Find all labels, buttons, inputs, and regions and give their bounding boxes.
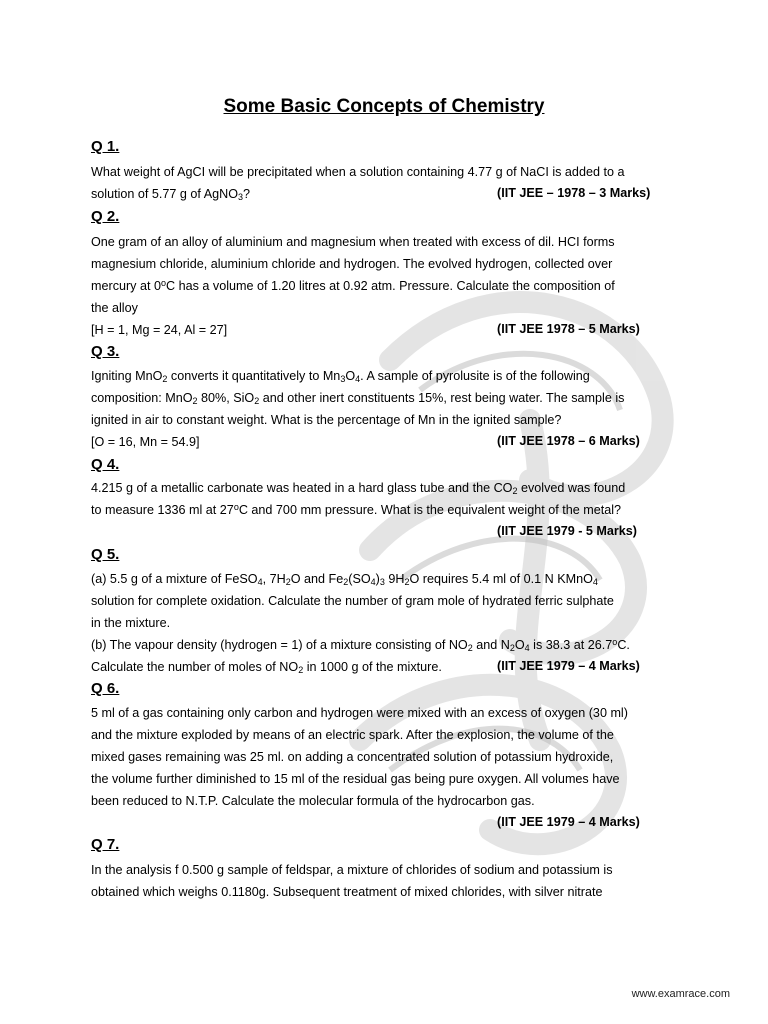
question-text-line: in the mixture. bbox=[91, 616, 171, 630]
marks-reference: (IIT JEE 1978 – 6 Marks) bbox=[497, 434, 640, 448]
question-text-line: [O = 16, Mn = 54.9] bbox=[91, 435, 200, 449]
question-text-line: (b) The vapour density (hydrogen = 1) of a mixture consisting of $NO_2$ and $N_2O_4$ is 38.3 at 26.7$^o$C. bbox=[91, 637, 630, 653]
question-text-line: What weight of AgCI will be precipitated when a solution containing 4.77 g of NaCI is added to a bbox=[91, 165, 625, 179]
question-text-line: mercury at 0$^o$C has a volume of 1.20 litres at 0.92 atm. Pressure. Calculate the composition of bbox=[91, 278, 615, 293]
marks-reference: (IIT JEE – 1978 – 3 Marks) bbox=[497, 186, 651, 200]
question-text-line: solution of 5.77 g of AgNO$_3$? bbox=[91, 187, 251, 202]
question-text-line: ignited in air to constant weight. What is the percentage of Mn in the ignited sample? bbox=[91, 413, 562, 427]
question-label: Q 6. bbox=[91, 680, 120, 697]
question-label: Q 1. bbox=[91, 138, 120, 155]
marks-reference: (IIT JEE 1979 - 5 Marks) bbox=[497, 524, 637, 538]
page-title: Some Basic Concepts of Chemistry bbox=[223, 96, 545, 117]
question-text-line: and the mixture exploded by means of an electric spark. After the explosion, the volume of the bbox=[91, 728, 614, 742]
question-text-line: (a) 5.5 g of a mixture of FeSO$_4$, $7H_2O$ and $Fe_2(SO_4)_3$ $9H_2O$ requires 5.4 ml of 0.1 N KMnO$_4$ bbox=[91, 572, 598, 587]
question-text-line: 4.215 g of a metallic carbonate was heated in a hard glass tube and the $CO_2$ evolved was found bbox=[91, 481, 626, 496]
question-label: Q 3. bbox=[91, 343, 120, 360]
question-text-line: [H = 1, Mg = 24, Al = 27] bbox=[91, 323, 228, 337]
question-label: Q 2. bbox=[91, 208, 120, 225]
question-text-line: One gram of an alloy of aluminium and magnesium when treated with excess of dil. HCI forms bbox=[91, 235, 615, 249]
footer-url[interactable]: www.examrace.com bbox=[631, 988, 730, 1000]
question-text-line: the alloy bbox=[91, 301, 138, 315]
question-text-line: composition: MnO$_2$ 80%, SiO$_2$ and other inert constituents 15%, rest being water. The sample is bbox=[91, 391, 625, 406]
question-text-line: to measure 1336 ml at 27$^o$C and 700 mm pressure. What is the equivalent weight of the metal? bbox=[91, 502, 622, 517]
question-label: Q 5. bbox=[91, 546, 120, 563]
question-label: Q 4. bbox=[91, 456, 120, 473]
marks-reference: (IIT JEE 1978 – 5 Marks) bbox=[497, 322, 640, 336]
question-label: Q 7. bbox=[91, 836, 120, 853]
question-text-line: the volume further diminished to 15 ml of the residual gas being pure oxygen. All volumes have bbox=[91, 772, 620, 786]
question-text-line: solution for complete oxidation. Calculate the number of gram mole of hydrated ferric sulphate bbox=[91, 594, 614, 608]
question-text-line: mixed gases remaining was 25 ml. on adding a concentrated solution of potassium hydroxide, bbox=[91, 750, 614, 764]
question-text-line: been reduced to N.T.P. Calculate the molecular formula of the hydrocarbon gas. bbox=[91, 794, 535, 808]
question-text-line: Igniting MnO$_2$ converts it quantitatively to $Mn_3O_4$. A sample of pyrolusite is of the following bbox=[91, 369, 590, 384]
marks-reference: (IIT JEE 1979 – 4 Marks) bbox=[497, 659, 640, 673]
question-text-line: obtained which weighs 0.1180g. Subsequent treatment of mixed chlorides, with silver nitrate bbox=[91, 885, 603, 899]
question-text-line: Calculate the number of moles of $NO_2$ in 1000 g of the mixture. bbox=[91, 660, 442, 675]
question-text-line: 5 ml of a gas containing only carbon and hydrogen were mixed with an excess of oxygen (30 ml) bbox=[91, 706, 628, 720]
question-text-line: magnesium chloride, aluminium chloride and hydrogen. The evolved hydrogen, collected over bbox=[91, 257, 613, 271]
question-text-line: In the analysis f 0.500 g sample of feldspar, a mixture of chlorides of sodium and potassium is bbox=[91, 863, 613, 877]
marks-reference: (IIT JEE 1979 – 4 Marks) bbox=[497, 815, 640, 829]
